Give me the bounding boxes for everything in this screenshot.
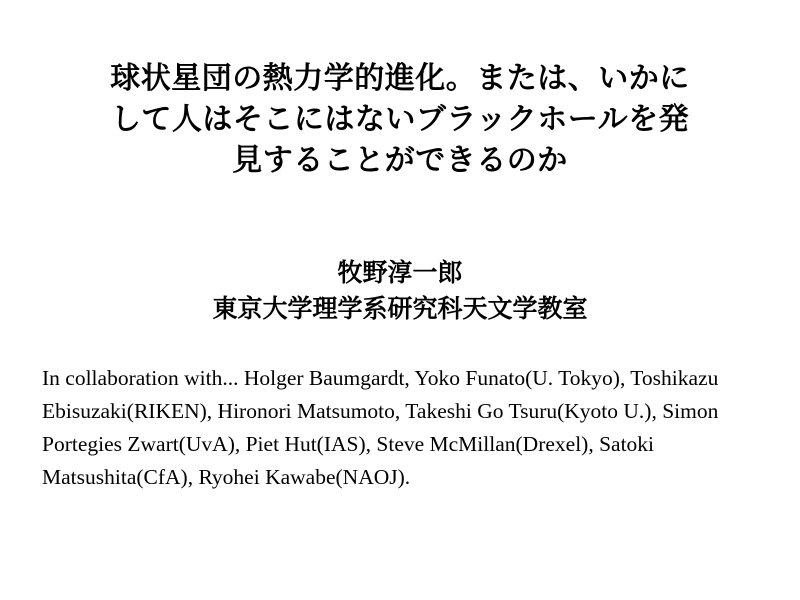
- title-line-1: 球状星団の熱力学的進化。または、いかに: [110, 61, 690, 96]
- author-affiliation-line: 東京大学理学系研究科天文学教室: [212, 294, 588, 323]
- slide-title: [40, 58, 760, 181]
- title-line-3: 見することができるのか: [232, 143, 568, 178]
- collaboration-block: [42, 362, 748, 494]
- title-line-2: して人はそこにはないブラックホールを発: [110, 102, 690, 137]
- author-name: 牧野淳一郎: [337, 258, 463, 287]
- author-affiliation: [40, 255, 760, 327]
- collaboration-text: In collaboration with... Holger Baumgardt, Yoko Funato(U. Tokyo), Toshikazu Ebisuzaki(RIKEN), Hironori Matsumoto, Takeshi Go Tsuru(Kyoto U.), Simon Portegies Zwart(UvA), Piet Hut(IAS), Steve McMillan(Drexel), Satoki Matsushita(CfA), Ryohei Kawabe(NAOJ).: [42, 366, 719, 489]
